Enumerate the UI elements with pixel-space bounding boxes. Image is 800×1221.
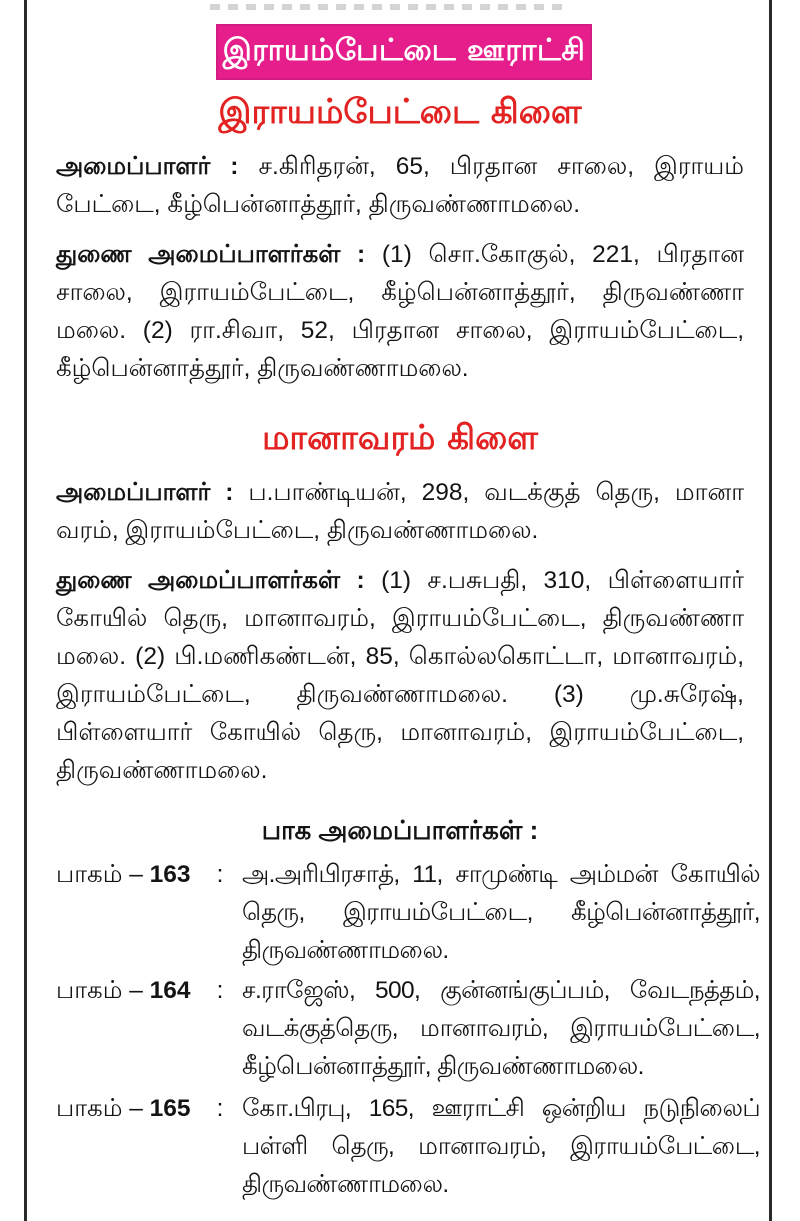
paagam-label: பாகம் – 164 <box>56 977 191 1004</box>
paagam-colon: : <box>216 861 224 888</box>
organizer-label: அமைப்பாளர் : <box>56 153 239 180</box>
paagam-details: அ.அரிபிரசாத், 11, சாமுண்டி அம்மன் கோயில் தெரு, இராயம்பேட்டை, கீழ்பென்னாத்தூர், திருவண்ணாமலை. <box>242 861 760 964</box>
paagam-colon: : <box>216 1095 224 1122</box>
deputy-label: துணை அமைப்பாளர்கள் : <box>56 567 365 594</box>
deputy-label: துணை அமைப்பாளர்கள் : <box>56 241 366 268</box>
organizer-label: அமைப்பாளர் : <box>56 479 234 506</box>
section-heading-rayampettai-branch: இராயம்பேட்டை கிளை <box>218 92 582 132</box>
organizer-details: ப.பாண்டியன், 298, வடக்குத் தெரு, மானா வரம், இராயம்பேட்டை, திருவண்ணாமலை. <box>56 479 745 544</box>
paagam-details: கோ.பிரபு, 165, ஊராட்சி ஒன்றிய நடுநிலைப் பள்ளி தெரு, மானாவரம், இராயம்பேட்டை, திருவண்ணாமலை. <box>242 1095 760 1198</box>
organizer-paragraph-rayampettai <box>56 148 744 224</box>
organizer-paragraph-manavaram <box>56 474 744 550</box>
section-heading-manavaram-branch: மானாவரம் கிளை <box>262 418 538 458</box>
cropped-previous-line <box>210 4 570 10</box>
deputy-details: (1) ச.பசுபதி, 310, பிள்ளையார் கோயில் தெரு, மானாவரம், இராயம்பேட்டை, திருவண்ணா மலை. (2) பி.மணிகண்டன், 85, கொல்லகொட்டா, மானாவரம், இராயம்பேட்டை, திருவண்ணாமலை. (3) மு.சுரேஷ், பிள்ளையார் கோயில் தெரு, மானாவரம், இராயம்பேட்டை, திருவண்ணாமலை. <box>56 567 744 784</box>
paagam-number: 164 <box>149 977 191 1004</box>
paagam-organizers-heading: பாக அமைப்பாளர்கள் : <box>261 815 539 845</box>
paagam-number: 165 <box>149 1095 191 1122</box>
paagam-label: பாகம் – 163 <box>56 861 191 888</box>
deputy-details: (1) சொ.கோகுல், 221, பிரதான சாலை, இராயம்பேட்டை, கீழ்பென்னாத்தூர், திருவண்ணா மலை. (2) ரா.சிவா, 52, பிரதான சாலை, இராயம்பேட்டை, கீழ்பென்னாத்தூர், திருவண்ணாமலை. <box>56 241 744 382</box>
paagam-details: ச.ராஜேஸ், 500, குன்னங்குப்பம், வேடநத்தம், வடக்குத்தெரு, மானாவரம், இராயம்பேட்டை, கீழ்பென்னாத்தூர், திருவண்ணாமலை. <box>242 977 760 1080</box>
deputy-paragraph-rayampettai <box>56 236 744 388</box>
deputy-paragraph-manavaram <box>56 562 744 790</box>
paagam-number: 163 <box>149 861 191 888</box>
paagam-label: பாகம் – 165 <box>56 1095 191 1122</box>
banner-panchayat-title: இராயம்பேட்டை ஊராட்சி <box>216 24 592 80</box>
paagam-colon: : <box>216 977 224 1004</box>
organizer-details: ச.கிரிதரன், 65, பிரதான சாலை, இராயம் பேட்டை, கீழ்பென்னாத்தூர், திருவண்ணாமலை. <box>56 153 745 218</box>
